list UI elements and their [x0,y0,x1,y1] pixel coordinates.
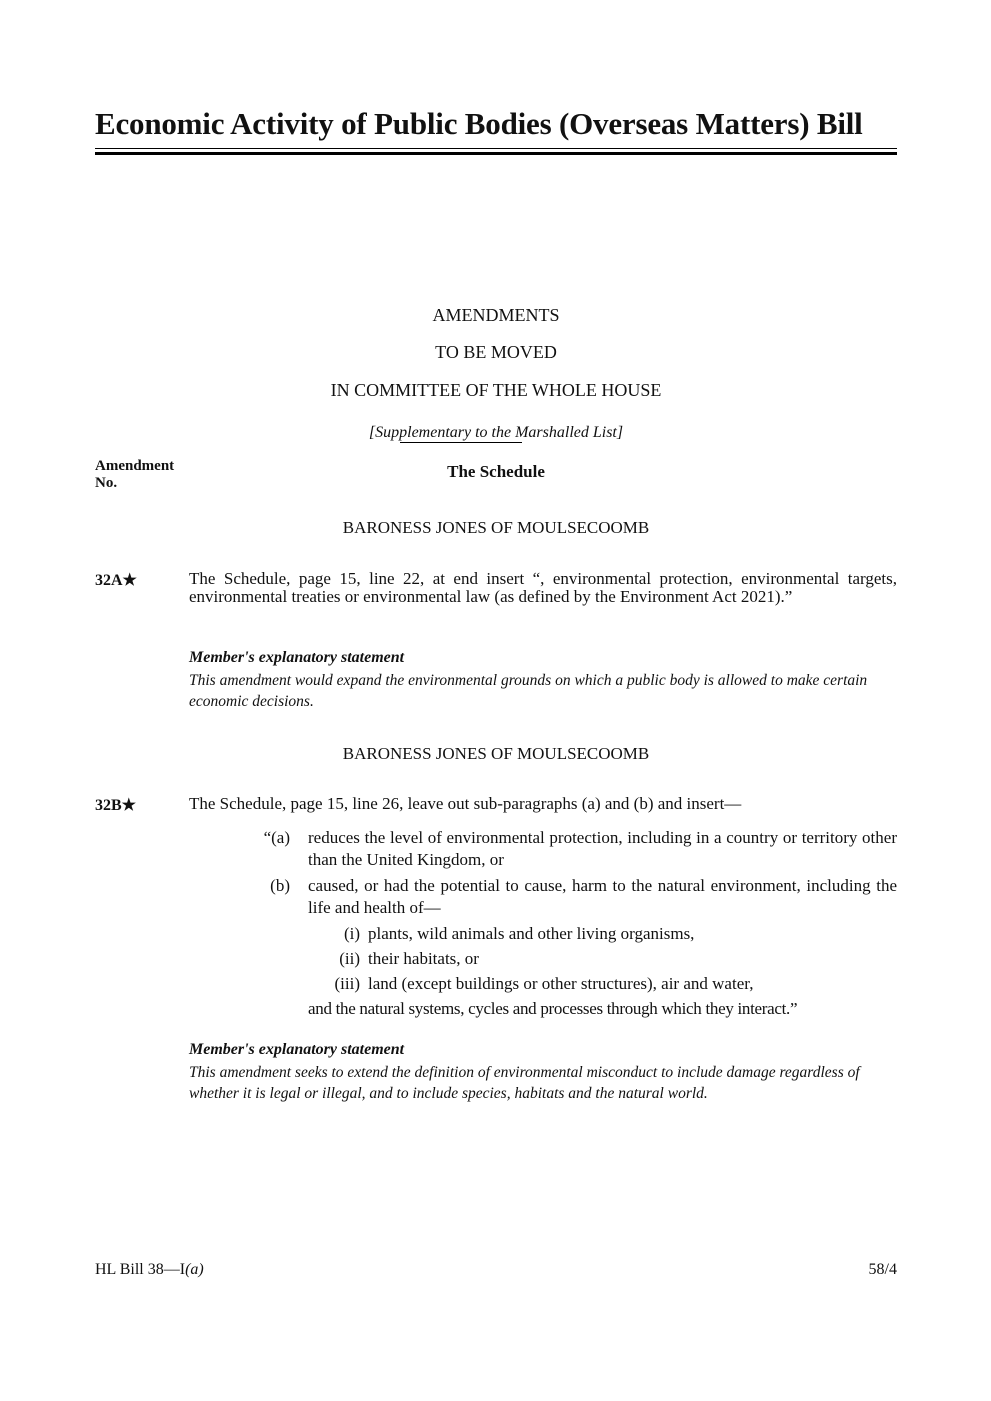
title-rule [95,148,897,149]
subparagraph-ii [300,948,897,970]
para-text: caused, or had the potential to cause, harm to the natural environment, including the life and health of— [308,876,897,917]
bill-reference [95,1261,204,1279]
amendment-text: The Schedule, page 15, line 22, at end insert “, environmental protection, environmental targets, environmental treaties or environmental law (as defined by the Environment Act 2021).” [189,569,897,606]
subparagraph-i [300,923,897,945]
no-label: No. [95,475,118,491]
member-name: BARONESS JONES OF MOULSECOOMB [342,744,650,763]
paragraph-b [230,875,897,919]
section-heading: The Schedule [447,462,545,481]
para-text: reduces the level of environmental protection, including in a country or territory other than the United Kingdom, or [308,828,897,869]
subparagraph-iii [300,973,897,995]
statement-heading: Member's explanatory statement [189,1041,405,1058]
heading-amendments: AMENDMENTS [432,305,560,325]
heading-to-be-moved: TO BE MOVED [435,342,557,362]
para-label: (b) [270,876,290,895]
amendment-number: 32A★ [95,572,137,589]
amendment-label: Amendment [95,458,175,474]
subpara-label: (i) [343,924,360,943]
subpara-text: land (except buildings or other structures), air and water, [368,974,754,993]
statement-heading: Member's explanatory statement [189,649,405,666]
paragraph-a [230,827,897,871]
page-reference: 58/4 [868,1261,897,1278]
closing-text: and the natural systems, cycles and processes through which they interact.” [308,999,798,1018]
title-rule-thick [95,152,897,155]
subpara-label: (iii) [334,974,360,993]
bill-suffix: (a) [185,1261,204,1278]
member-name: BARONESS JONES OF MOULSECOOMB [342,518,650,537]
subpara-text: their habitats, or [368,949,479,968]
supplementary-note: [Supplementary to the Marshalled List] [368,424,624,441]
subpara-label: (ii) [339,949,360,968]
explanatory-statement: This amendment would expand the environmental grounds on which a public body is allowed to make certain economic decisions. [189,672,868,710]
amendment-text: The Schedule, page 15, line 26, leave out sub-paragraphs (a) and (b) and insert— [189,794,742,813]
para-label: “(a) [263,828,290,847]
subpara-text: plants, wild animals and other living organisms, [368,924,695,943]
heading-committee: IN COMMITTEE OF THE WHOLE HOUSE [330,380,662,400]
explanatory-statement: This amendment seeks to extend the definition of environmental misconduct to include damage regardless of whether it is legal or illegal, and to include species, habitats and the natural world. [189,1064,860,1102]
supplementary-rule [400,442,522,443]
bill-title: Economic Activity of Public Bodies (Overseas Matters) Bill [95,106,863,141]
amendment-number: 32B★ [95,797,137,814]
bill-number: HL Bill 38—I [95,1261,186,1278]
